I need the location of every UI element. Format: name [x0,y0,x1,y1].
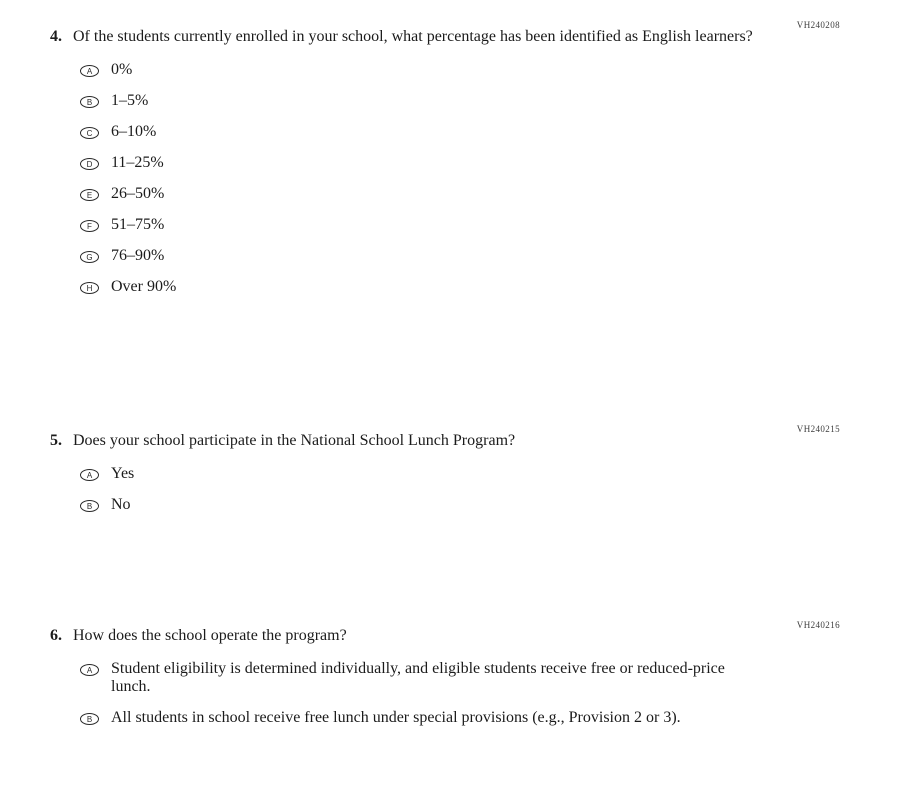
answer-bubble-e[interactable]: E [80,189,99,201]
question-4-number: 4. [50,28,62,45]
answer-bubble-a[interactable]: A [80,65,99,77]
question-6 [50,626,852,740]
option-label: All students in school receive free lunch under special provisions (e.g., Provision 2 or 3). [111,709,681,726]
answer-bubble-d[interactable]: D [80,158,99,170]
question-5-option-b[interactable] [80,496,852,514]
answer-bubble-h[interactable]: H [80,282,99,294]
option-label: 0% [111,61,133,78]
question-4-option-a[interactable] [80,61,852,79]
question-4-option-b[interactable] [80,92,852,110]
question-6-option-a[interactable] [80,660,852,696]
answer-bubble-a[interactable]: A [80,664,99,676]
answer-bubble-f[interactable]: F [80,220,99,232]
answer-bubble-b[interactable]: B [80,713,99,725]
question-6-options [80,660,852,727]
option-label: 6–10% [111,123,157,140]
option-label: Yes [111,465,135,482]
question-4 [50,27,852,309]
option-label: Over 90% [111,278,177,295]
answer-bubble-b[interactable]: B [80,500,99,512]
answer-bubble-b[interactable]: B [80,96,99,108]
question-4-option-f[interactable] [80,216,852,234]
question-5-option-a[interactable] [80,465,852,483]
question-5-text: Does your school participate in the National School Lunch Program? [73,432,516,449]
question-4-option-d[interactable] [80,154,852,172]
question-6-text: How does the school operate the program? [73,627,347,644]
question-4-option-c[interactable] [80,123,852,141]
answer-bubble-a[interactable]: A [80,469,99,481]
question-5-number: 5. [50,432,62,449]
question-5-options [80,465,852,514]
option-label: 76–90% [111,247,165,264]
option-label: No [111,496,131,513]
question-6-option-b[interactable] [80,709,852,727]
option-label: 51–75% [111,216,165,233]
question-4-text: Of the students currently enrolled in your school, what percentage has been identified as English learners? [73,28,753,45]
option-label: 26–50% [111,185,165,202]
question-4-options [80,61,852,296]
question-5 [50,431,852,527]
answer-bubble-g[interactable]: G [80,251,99,263]
question-4-header [50,27,852,47]
question-4-option-e[interactable] [80,185,852,203]
question-4-option-h[interactable] [80,278,852,296]
option-label: 1–5% [111,92,149,109]
item-code-vh240215: VH240215 [796,424,840,434]
question-5-header [50,431,852,451]
answer-bubble-c[interactable]: C [80,127,99,139]
question-6-number: 6. [50,627,62,644]
option-label: Student eligibility is determined individually, and eligible students receive free or reduced-price lunch. [111,660,725,695]
question-4-option-g[interactable] [80,247,852,265]
item-code-vh240216: VH240216 [796,620,840,630]
item-code-vh240208: VH240208 [796,20,840,30]
option-label: 11–25% [111,154,164,171]
question-6-header [50,626,852,646]
